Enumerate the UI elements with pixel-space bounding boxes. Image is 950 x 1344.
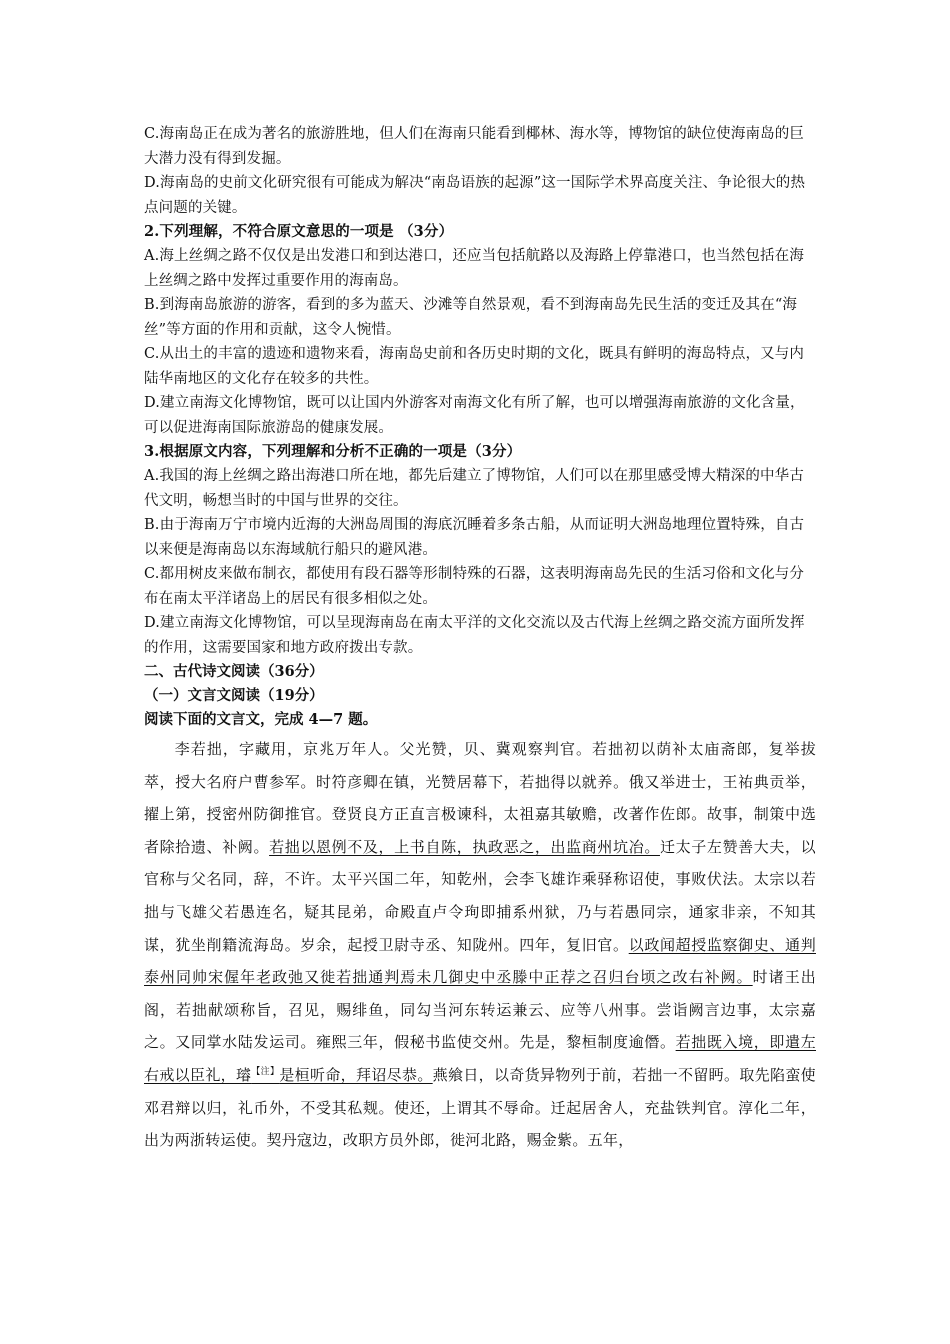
q3-option-c: C.都用树皮来做布制衣，都使用有段石器等形制特殊的石器，这表明海南岛先民的生活习俗和文化与分布在南太平洋诸岛上的居民有很多相似之处。 (144, 566, 805, 607)
underlined-sentence-2: 以政闻超授监察御史、通判泰州同帅宋偓年老政弛又徙若拙通判焉未几御史中丞滕中正荐之召归台顷之改右补阙。 (144, 935, 816, 987)
q3-option-d: D.建立南海文化博物馆，可以呈现海南岛在南太平洋的文化交流以及古代海上丝绸之路交流方面所发挥的作用，这需要国家和地方政府拨出专款。 (144, 615, 805, 656)
underlined-sentence-1: 若拙以恩例不及，上书自陈，执政恶之，出监商州坑冶。 (269, 837, 660, 856)
q2-option-d: D.建立南海文化博物馆，既可以让国内外游客对南海文化有所了解，也可以增强海南旅游的文化含量，可以促进海南国际旅游岛的健康发展。 (144, 395, 805, 436)
document-page (144, 122, 816, 1157)
annotation-marker: 【注】 (251, 1066, 280, 1077)
classical-passage (144, 733, 816, 1157)
q2-option-c: C.从出土的丰富的遗迹和遗物来看，海南岛史前和各历史时期的文化，既具有鲜明的海岛特点，又与内陆华南地区的文化存在较多的共性。 (144, 346, 805, 387)
q2-stem: 2.下列理解，不符合原文意思的一项是 （3分） (144, 223, 454, 240)
q2-option-a: A.海上丝绸之路不仅仅是出发港口和到达港口，还应当包括航路以及海路上停靠港口，也当然包括在海上丝绸之路中发挥过重要作用的海南岛。 (144, 248, 804, 289)
q3-stem: 3.根据原文内容，下列理解和分析不正确的一项是（3分） (144, 443, 522, 460)
underlined-sentence-3: 若拙既入境，即遣左右戒以臣礼，璿$^{【注】}$是桓听命，拜诏尽恭。 (144, 1033, 816, 1084)
q2-option-b: B.到海南岛旅游的游客，看到的多为蓝天、沙滩等自然景观，看不到海南岛先民生活的变迁及其在“海丝”等方面的作用和贡献，这令人惋惜。 (144, 297, 798, 338)
passage-text-1: 李若拙，字藏用，京兆万年人。父光赞，贝、冀观察判官。若拙初以荫补太庙斋郎，复举拔萃，授大名府户曹参军。时符彦卿在镇，光赞居幕下，若拙得以就养。俄又举进士，王祐典贡举，擢上第，授密州防御推官。登贤良方正直言极谏科，太祖嘉其敏赡，改著作佐郎。故事，制策中选者除拾遗、补阙。 (144, 740, 816, 856)
subsection-heading: （一）文言文阅读（19分） (144, 687, 324, 704)
q3-option-a: A.我国的海上丝绸之路出海港口所在地，都先后建立了博物馆，人们可以在那里感受博大精深的中华古代文明，畅想当时的中国与世界的交往。 (144, 468, 804, 509)
q3-option-b: B.由于海南万宁市境内近海的大洲岛周围的海底沉睡着多条古船，从而证明大洲岛地理位置特殊，自古以来便是海南岛以东海域航行船只的避风港。 (144, 517, 805, 558)
question-2 (144, 220, 816, 440)
q1-option-c: C.海南岛正在成为著名的旅游胜地，但人们在海南只能看到椰林、海水等，博物馆的缺位使海南岛的巨大潜力没有得到发掘。 (144, 126, 805, 167)
q1-option-d: D.海南岛的史前文化研究很有可能成为解决“南岛语族的起源”这一国际学术界高度关注、争论很大的热点问题的关键。 (144, 175, 806, 216)
passage-text-3: 时诸王出阁，若拙献颂称旨，召见，赐绯鱼，同勾当河东转运兼云、应等八州事。尝诣阙言边事，太宗嘉之。又同掌水陆发运司。雍熙三年，假秘书监使交州。先是，黎桓制度逾僭。 (144, 968, 817, 1052)
passage-text-2: 迁太子左赞善大夫，以官称与父名同，辞，不许。太平兴国二年，知乾州，会李飞雄诈乘驿称诏使，事败伏法。太宗以若拙与飞雄父若愚连名，疑其昆弟，命殿直卢令珣即捕系州狱，乃与若愚同宗，通家非亲，不知其谋，犹坐削籍流海岛。岁余，起授卫尉寺丞、知陇州。四年，复旧官。 (144, 837, 816, 954)
question-1-tail (144, 122, 816, 220)
section-heading: 二、古代诗文阅读（36分） (144, 663, 324, 680)
reading-instruction: 阅读下面的文言文，完成 4—7 题。 (144, 711, 378, 728)
passage-text-4: 燕飨日，以奇货异物列于前，若拙一不留眄。取先陷蛮使邓君辩以归，礼币外，不受其私觌。使还，上谓其不辱命。迁起居舍人，充盐铁判官。淳化二年，出为两浙转运使。契丹寇边，改职方员外郎，徙河北路，赐金紫。五年， (144, 1065, 816, 1150)
question-3 (144, 440, 816, 660)
